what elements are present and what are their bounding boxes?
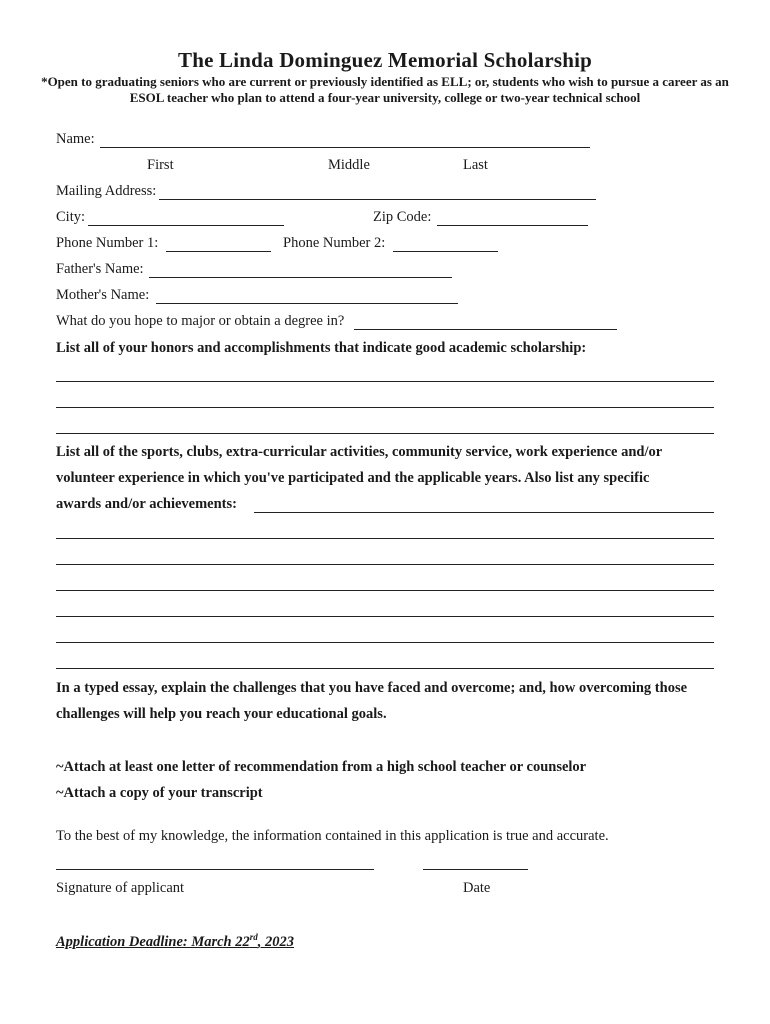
first-name-caption: First [147, 157, 174, 173]
phone2-label: Phone Number 2: [283, 235, 386, 251]
activities-prompt-line1: List all of the sports, clubs, extra-curricular activities, community service, work experience and/or [56, 444, 663, 460]
city-label: City: [56, 209, 86, 225]
mother-name-field[interactable] [156, 303, 458, 304]
activities-line[interactable] [56, 590, 714, 591]
eligibility-note: *Open to graduating seniors who are current or previously identified as ELL; or, students who wish to pursue a career as an ESOL teacher who plan to attend a four-year university, college or two-year technical school [41, 74, 729, 105]
activities-line[interactable] [56, 564, 714, 565]
activities-line[interactable] [56, 616, 714, 617]
date-line[interactable] [423, 869, 528, 870]
activities-line[interactable] [56, 668, 714, 669]
activities-line[interactable] [56, 538, 714, 539]
honors-line[interactable] [56, 381, 714, 382]
attach-transcript: ~Attach a copy of your transcript [56, 785, 263, 801]
attach-recommendation: ~Attach at least one letter of recommendation from a high school teacher or counselor [56, 759, 587, 775]
father-name-label: Father's Name: [56, 261, 144, 277]
signature-line[interactable] [56, 869, 374, 870]
honors-prompt: List all of your honors and accomplishments that indicate good academic scholarship: [56, 340, 587, 356]
date-caption: Date [463, 880, 491, 896]
father-name-field[interactable] [149, 277, 452, 278]
honors-line[interactable] [56, 433, 714, 434]
signature-caption: Signature of applicant [56, 880, 185, 896]
activities-prompt-line3: awards and/or achievements: [56, 496, 237, 512]
phone1-field[interactable] [166, 251, 271, 252]
mailing-address-label: Mailing Address: [56, 183, 157, 199]
activities-line[interactable] [254, 512, 714, 513]
name-label: Name: [56, 131, 95, 147]
essay-prompt-line2: challenges will help you reach your educational goals. [56, 706, 387, 722]
page-title: The Linda Dominguez Memorial Scholarship [177, 48, 593, 72]
zip-field[interactable] [437, 225, 588, 226]
phone1-label: Phone Number 1: [56, 235, 159, 251]
major-field[interactable] [354, 329, 617, 330]
mother-name-label: Mother's Name: [56, 287, 150, 303]
honors-line[interactable] [56, 407, 714, 408]
name-field[interactable] [100, 147, 590, 148]
mailing-address-field[interactable] [159, 199, 596, 200]
city-field[interactable] [88, 225, 284, 226]
certification-statement: To the best of my knowledge, the information contained in this application is true and accurate. [56, 828, 609, 844]
major-label: What do you hope to major or obtain a degree in? [56, 313, 345, 329]
zip-label: Zip Code: [373, 209, 432, 225]
middle-name-caption: Middle [328, 157, 370, 173]
activities-line[interactable] [56, 642, 714, 643]
phone2-field[interactable] [393, 251, 498, 252]
activities-prompt-line2: volunteer experience in which you've participated and the applicable years. Also list any specific [56, 470, 650, 486]
last-name-caption: Last [463, 157, 488, 173]
essay-prompt-line1: In a typed essay, explain the challenges that you have faced and overcome; and, how overcoming those [56, 680, 688, 696]
application-deadline: Application Deadline: March 22rd, 2023 [56, 932, 295, 950]
